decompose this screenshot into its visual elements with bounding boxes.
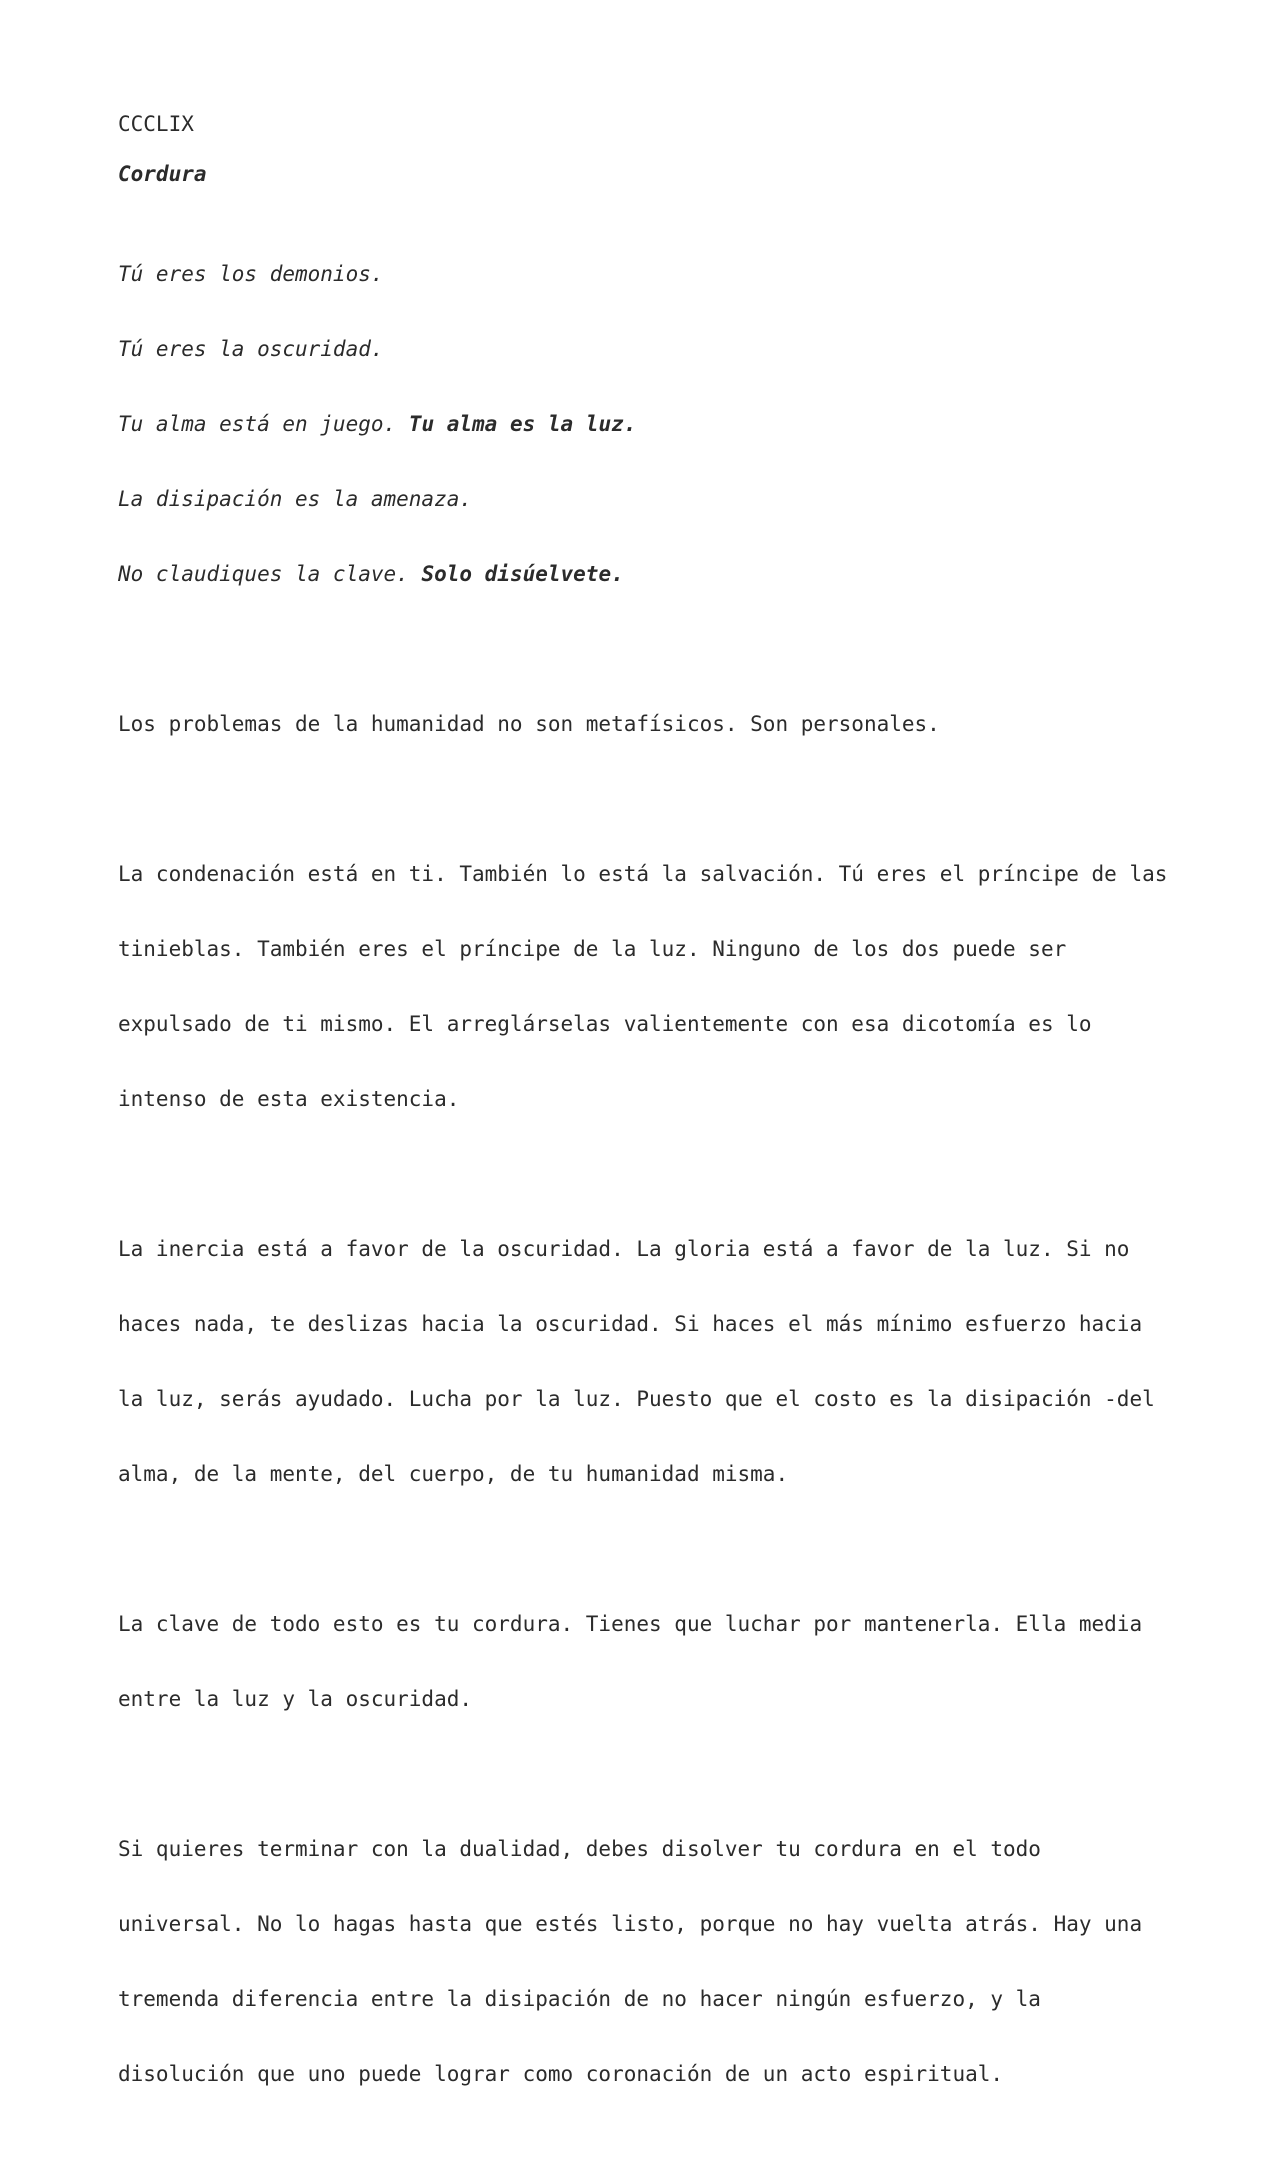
- paragraph-line: disolución que uno puede lograr como coronación de un acto espiritual.: [118, 2062, 1004, 2086]
- paragraph-line: universal. No lo hagas hasta que estés listo, porque no hay vuelta atrás. Hay una: [118, 1912, 1143, 1936]
- poem-line: No claudiques la clave. Solo disúelvete.: [118, 562, 624, 586]
- poem-emphasis: Tu alma es la luz.: [408, 412, 637, 436]
- paragraph: [118, 662, 1198, 787]
- paragraph: [118, 1562, 1198, 1762]
- poem-line: Tu alma está en juego. Tu alma es la luz.: [118, 412, 637, 436]
- paragraph-line: haces nada, te deslizas hacia la oscuridad. Si haces el más mínimo esfuerzo hacia: [118, 1312, 1143, 1336]
- paragraph: [118, 1787, 1198, 2137]
- paragraph-line: la luz, serás ayudado. Lucha por la luz. Puesto que el costo es la disipación -del: [118, 1387, 1155, 1411]
- paragraph-line: tinieblas. También eres el príncipe de la luz. Ninguno de los dos puede ser: [118, 937, 1067, 961]
- paragraph: [118, 812, 1198, 1162]
- document-page: [118, 112, 1198, 2162]
- paragraph-line: expulsado de ti mismo. El arreglárselas valientemente con esa dicotomía es lo: [118, 1012, 1092, 1036]
- chapter-number: CCCLIX: [118, 112, 194, 136]
- poem-line: La disipación es la amenaza.: [118, 487, 473, 511]
- chapter-title: Cordura: [118, 162, 207, 186]
- paragraph-line: entre la luz y la oscuridad.: [118, 1687, 473, 1711]
- paragraph-line: La condenación está en ti. También lo está la salvación. Tú eres el príncipe de las: [118, 862, 1168, 886]
- paragraph-line: Si quieres terminar con la dualidad, debes disolver tu cordura en el todo: [118, 1837, 1041, 1861]
- poem-line: Tú eres la oscuridad.: [118, 337, 384, 361]
- paragraph-line: La inercia está a favor de la oscuridad. La gloria está a favor de la luz. Si no: [118, 1237, 1130, 1261]
- poem-emphasis: Solo disúelvete.: [421, 562, 624, 586]
- paragraph-line: Los problemas de la humanidad no son metafísicos. Son personales.: [118, 712, 940, 736]
- paragraph: [118, 1187, 1198, 1537]
- paragraph-line: tremenda diferencia entre la disipación de no hacer ningún esfuerzo, y la: [118, 1987, 1041, 2011]
- poem: [118, 212, 1198, 637]
- paragraph-line: intenso de esta existencia.: [118, 1087, 460, 1111]
- poem-line: Tú eres los demonios.: [118, 262, 384, 286]
- paragraph-line: La clave de todo esto es tu cordura. Tienes que luchar por mantenerla. Ella media: [118, 1612, 1143, 1636]
- paragraph-line: alma, de la mente, del cuerpo, de tu humanidad misma.: [118, 1462, 789, 1486]
